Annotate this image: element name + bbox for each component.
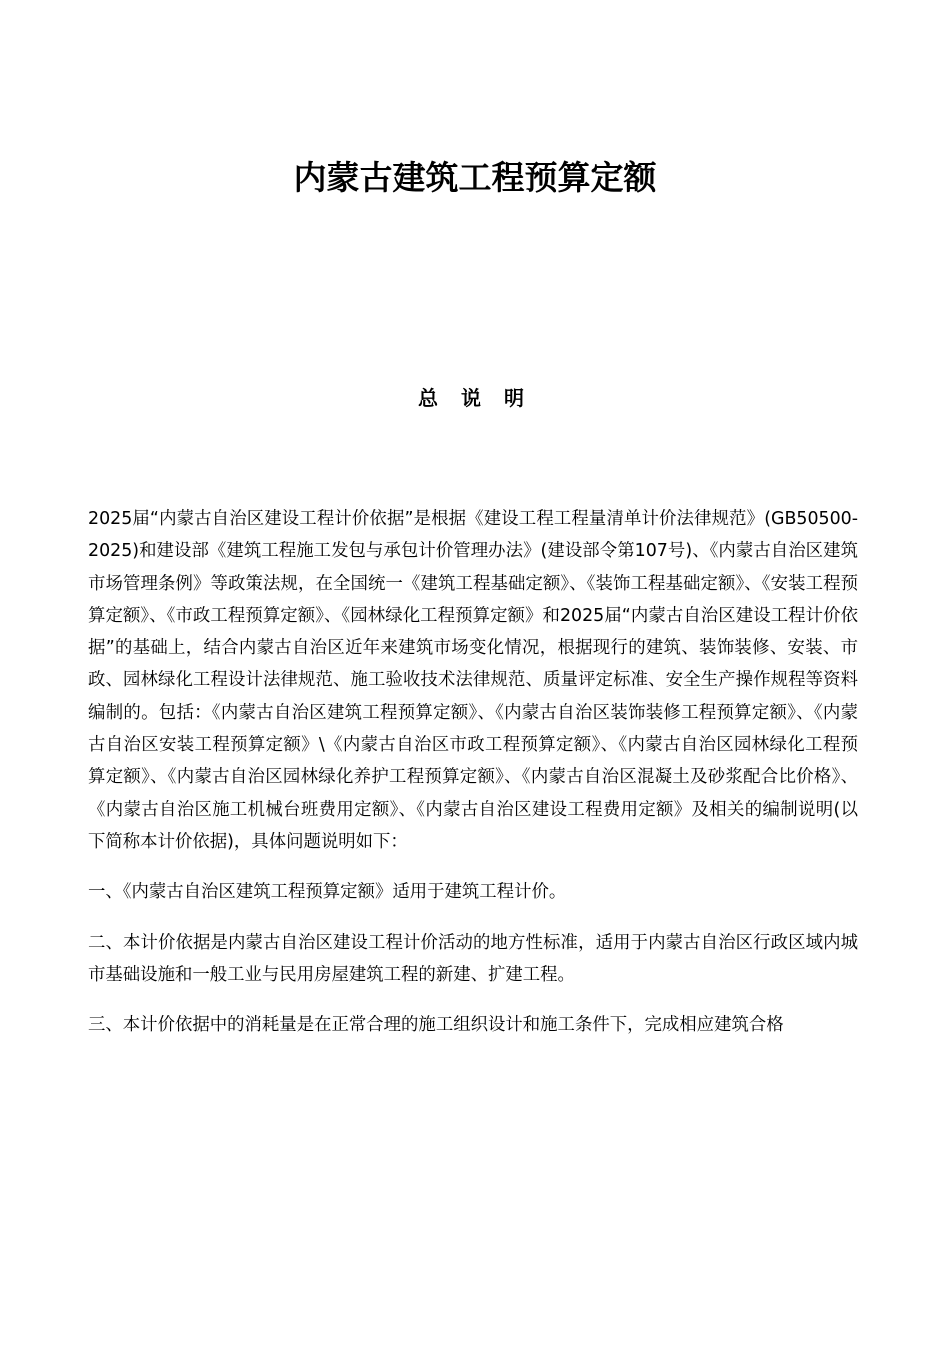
document-title: 内蒙古建筑工程预算定额	[293, 158, 657, 197]
document-body	[88, 503, 858, 1059]
paragraph-item-3: 三、本计价依据中的消耗量是在正常合理的施工组织设计和施工条件下，完成相应建筑合格	[88, 1015, 784, 1036]
paragraph-intro: 2025届“内蒙古自治区建设工程计价依据”是根据《建设工程工程量清单计价法律规范》(GB50500-2025)和建设部《建筑工程施工发包与承包计价管理办法》(建设部令第107号)、《内蒙古自治区建筑市场管理条例》等政策法规，在全国统一《建筑工程基础定额》、《装饰工程基础定额》、《安装工程预算定额》、《市政工程预算定额》、《园林绿化工程预算定额》和2025届“内蒙古自治区建设工程计价依据”的基础上，结合内蒙古自治区近年来建筑市场变化情况，根据现行的建筑、装饰装修、安装、市政、园林绿化工程设计法律规范、施工验收技术法律规范、质量评定标准、安全生产操作规程等资料编制的。包括：《内蒙古自治区建筑工程预算定额》、《内蒙古自治区装饰装修工程预算定额》、《内蒙古自治区安装工程预算定额》\《内蒙古自治区市政工程预算定额》、《内蒙古自治区园林绿化工程预算定额》、《内蒙古自治区园林绿化养护工程预算定额》、《内蒙古自治区混凝土及砂浆配合比价格》、《内蒙古自治区施工机械台班费用定额》、《内蒙古自治区建设工程费用定额》及相关的编制说明(以下简称本计价依据)，具体问题说明如下：	[88, 509, 858, 852]
paragraph-item-2: 二、本计价依据是内蒙古自治区建设工程计价活动的地方性标准，适用于内蒙古自治区行政区域内城市基础设施和一般工业与民用房屋建筑工程的新建、扩建工程。	[88, 932, 858, 985]
section-title: 总 说 明	[418, 386, 532, 410]
paragraph-item-1: 一、《内蒙古自治区建筑工程预算定额》适用于建筑工程计价。	[88, 882, 567, 903]
